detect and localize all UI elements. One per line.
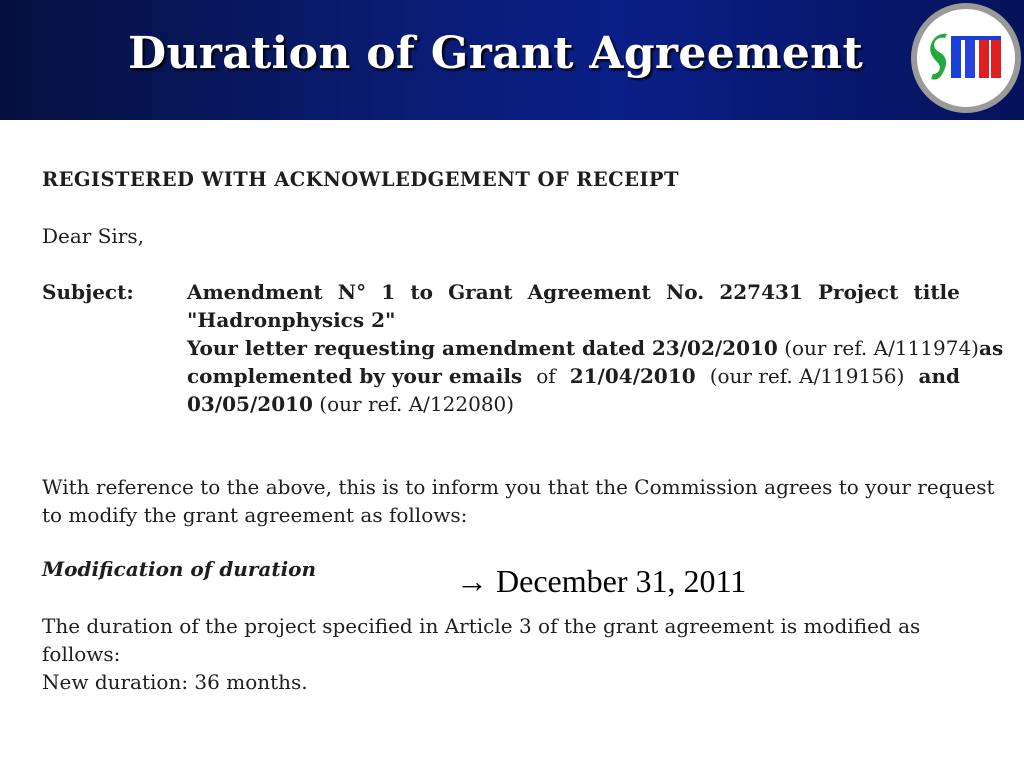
end-date-text: December 31, 2011 xyxy=(496,563,747,599)
subject-label: Subject: xyxy=(42,280,134,304)
registered-heading: REGISTERED WITH ACKNOWLEDGEMENT OF RECEIPT xyxy=(42,168,679,191)
salutation: Dear Sirs, xyxy=(42,224,144,248)
arrow-right-icon: → xyxy=(456,563,488,599)
subject-line-3: Your letter requesting amendment dated 23/02/2010 (our ref. A/111974) as xyxy=(187,336,1004,360)
subject-line-5: 03/05/2010 (our ref. A/122080) xyxy=(187,392,515,416)
title-bar xyxy=(0,0,1024,120)
duration-line-3: New duration: 36 months. xyxy=(42,670,308,694)
reference-line-1: With reference to the above, this is to inform you that the Commission agrees to your request xyxy=(42,475,995,499)
logo-top-bar xyxy=(951,36,1001,40)
duration-line-2: follows: xyxy=(42,642,121,666)
logo-bar-4 xyxy=(991,36,1001,78)
logo-bar-2 xyxy=(965,36,975,78)
duration-paragraph xyxy=(42,612,962,696)
end-date-annotation xyxy=(456,563,746,600)
reference-paragraph xyxy=(42,473,995,529)
smi-logo-icon xyxy=(911,0,1021,116)
reference-line-2: to modify the grant agreement as follows: xyxy=(42,503,468,527)
subject-line-4: complemented by your emails of 21/04/2010 (our ref. A/119156) and xyxy=(187,364,960,388)
logo-bar-1 xyxy=(951,36,961,78)
scanned-letter xyxy=(0,120,1024,768)
slide-title: Duration of Grant Agreement xyxy=(128,28,864,79)
duration-line-1: The duration of the project specified in Article 3 of the grant agreement is modified as xyxy=(42,614,921,638)
subject-line-2: "Hadronphysics 2" xyxy=(187,308,396,332)
logo-bar-3 xyxy=(979,36,989,78)
subject-line-1: Amendment N° 1 to Grant Agreement No. 227431 Project title xyxy=(187,280,960,304)
modification-heading: Modification of duration xyxy=(42,557,317,581)
subject-text xyxy=(187,278,1004,418)
